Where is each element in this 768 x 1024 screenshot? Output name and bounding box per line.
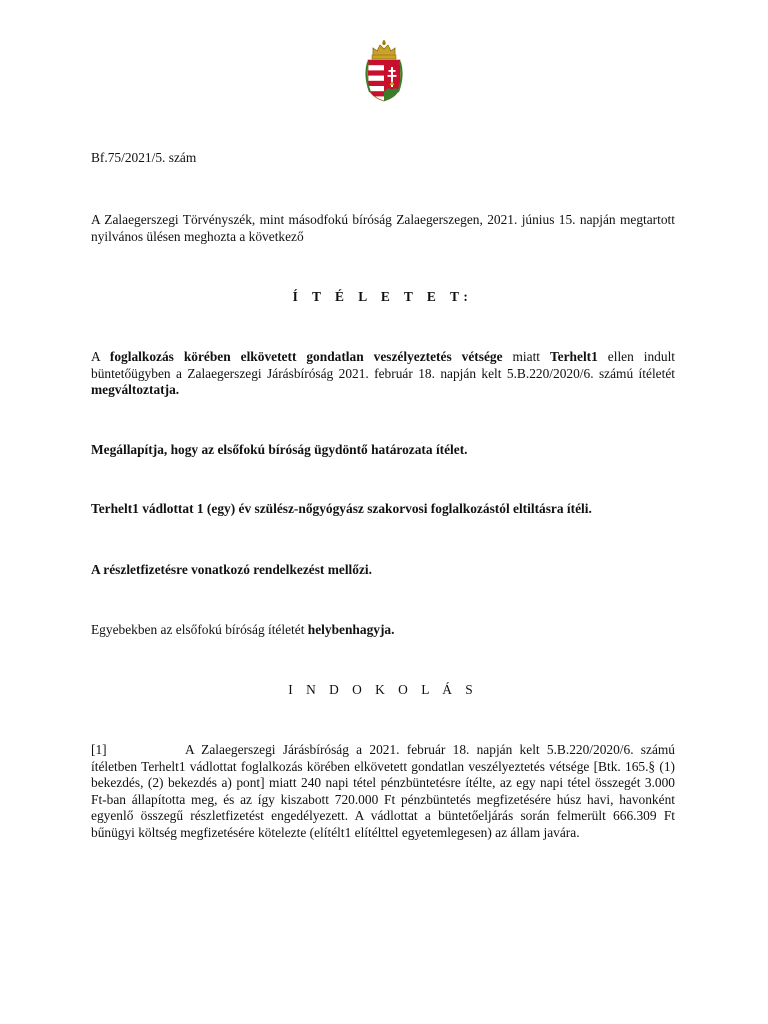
verdict-heading: Í T É L E T E T: xyxy=(292,289,474,304)
paragraph-number: [1] xyxy=(91,742,107,757)
text: Egyebekben az elsőfokú bíróság ítéletét xyxy=(91,622,308,637)
text: ellen indult büntetőügyben a Zalaegerszegi Járásbíróság 2021. február 18. napján kelt 5.B.220/2020/6. számú ítéletét xyxy=(91,349,676,381)
verdict-paragraph-4 xyxy=(91,562,675,579)
intro-paragraph: A Zalaegerszegi Törvényszék, mint másodfokú bíróság Zalaegerszegen, 2021. június 15. napján megtartott nyilvános ülésen meghozta a következő xyxy=(91,212,675,244)
installment-text: A részletfizetésre vonatkozó rendelkezést mellőzi. xyxy=(91,562,372,577)
verdict-paragraph-1 xyxy=(91,349,675,399)
verdict-paragraph-5 xyxy=(91,622,675,639)
text: A Zalaegerszegi Járásbíróság a 2021. február 18. napján kelt 5.B.220/2020/6. számú ítéletben Terhelt1 vádlottat foglalkozás körében elkövetett gondatlan veszélyeztetés vétsége [Btk. 165.§ (1) bekezdés, (2) bekezdés a) pont] miatt 240 napi tétel pénzbüntetésre ítélte, az egy napi tétel összegét 3.000 Ft-ban állapította meg, és az így kiszabott 720.000 Ft pénzbüntetés megfizetésére húsz havi, havonként egyenlő összegű részletfizetést engedélyezett. A vádlottat a büntetőeljárás során felmerült 666.309 Ft bűnügyi költség megfizetésére kötelezte (elítélt1 elítélttel egyetemlegesen) az állam javára. xyxy=(91,742,675,840)
decision-word: helybenhagyja. xyxy=(307,622,395,637)
text: miatt xyxy=(502,349,550,364)
reasoning-paragraph-1 xyxy=(91,742,675,841)
finding-text: Megállapítja, hogy az elsőfokú bíróság ügydöntő határozata ítélet. xyxy=(91,442,468,457)
sentence-text: Terhelt1 vádlottat 1 (egy) év szülész-nőgyógyász szakorvosi foglalkozástól eltiltásra ítéli. xyxy=(91,501,592,516)
case-number: Bf.75/2021/5. szám xyxy=(91,150,197,165)
offense-name: foglalkozás körében elkövetett gondatlan veszélyeztetés vétsége xyxy=(109,349,503,364)
decision-word: megváltoztatja. xyxy=(91,382,180,397)
reasoning-heading: I N D O K O L Á S xyxy=(288,682,478,697)
verdict-paragraph-3 xyxy=(91,501,675,518)
defendant-name: Terhelt1 xyxy=(549,349,598,364)
verdict-paragraph-2 xyxy=(91,442,675,459)
text: A xyxy=(91,349,110,364)
